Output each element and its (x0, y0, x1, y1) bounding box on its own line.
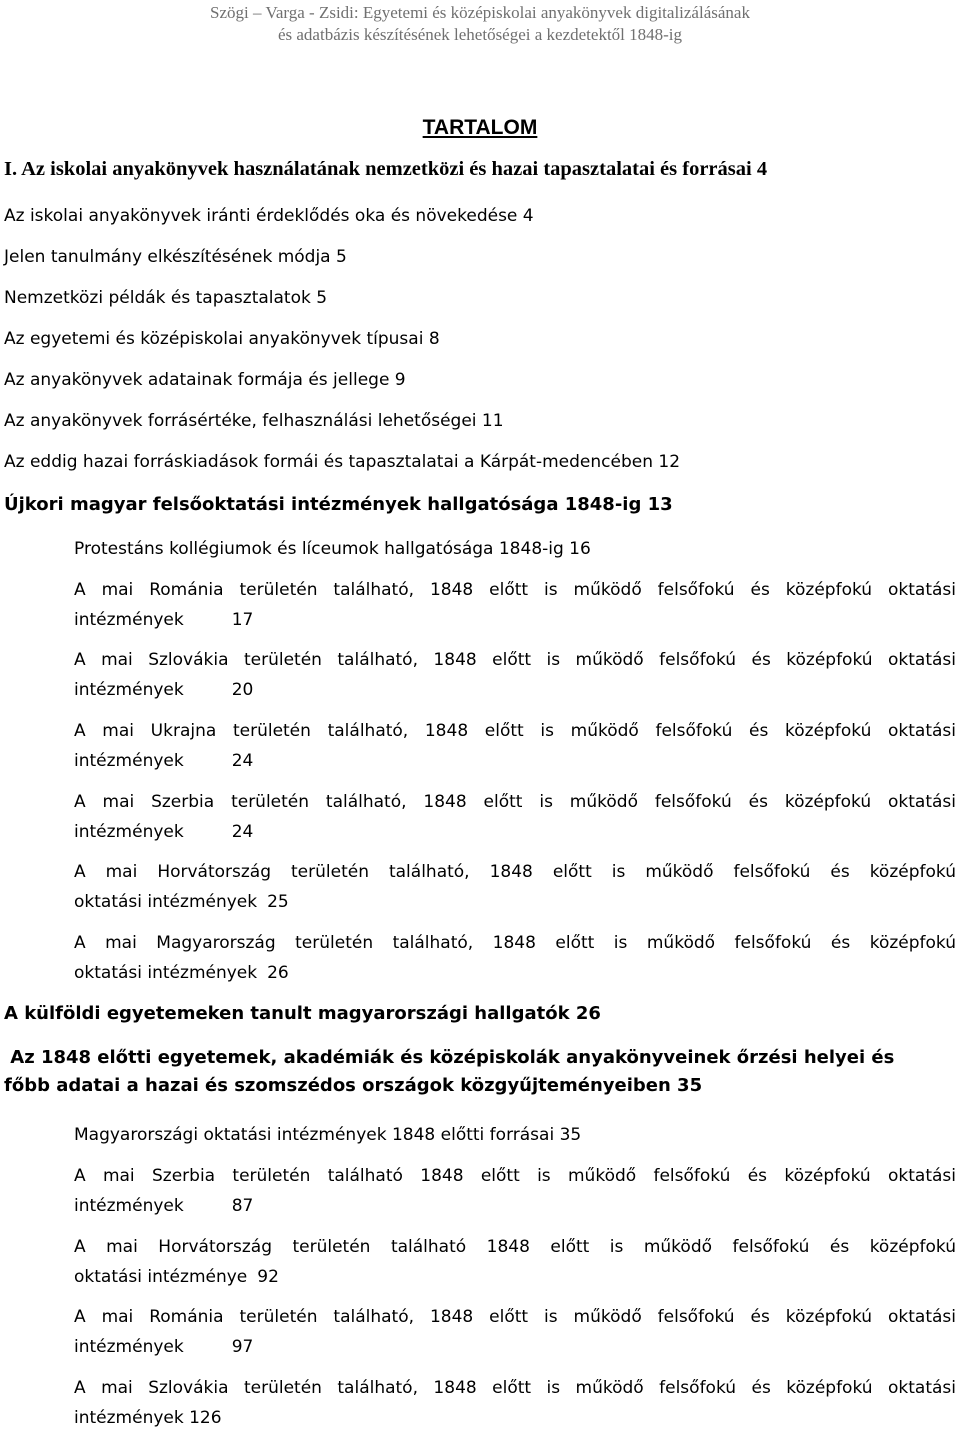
toc-subentry-line: A mai Magyarország területén található, 1848 előtt is működő felsőfokú és középfokú (74, 933, 956, 953)
toc-subentry (74, 1373, 956, 1433)
toc-entry: Az eddig hazai forráskiadások formái és tapasztalatai a Kárpát-medencében 12 (4, 452, 681, 472)
running-header (0, 2, 960, 46)
toc-subentry-line: A mai Szlovákia területén található, 1848 előtt is működő felsőfokú és középfokú oktatási (74, 650, 956, 670)
toc-subentry-text: intézmények 126 (74, 1408, 222, 1428)
toc-section-title: A külföldi egyetemeken tanult magyarországi hallgatók 26 (4, 1003, 601, 1024)
toc-subentry-line: Protestáns kollégiumok és líceumok hallgatósága 1848-ig 16 (74, 539, 591, 559)
toc-entry: Jelen tanulmány elkészítésének módja 5 (4, 247, 347, 267)
toc-subentry-text: intézmények (74, 751, 184, 771)
toc-subentry-text: intézmények (74, 610, 184, 630)
toc-subentry (74, 1120, 956, 1150)
toc-subentry-line: A mai Ukrajna területén található, 1848 előtt is működő felsőfokú és középfokú oktatási (74, 721, 956, 741)
toc-entry: Az anyakönyvek forrásértéke, felhasználási lehetőségei 11 (4, 411, 504, 431)
toc-subentry-line: A mai Horvátország területén található, 1848 előtt is működő felsőfokú és középfokú (74, 862, 956, 882)
page-number: 17 (231, 610, 254, 630)
toc-subentry-text: intézmények (74, 822, 184, 842)
page-number: 92 (257, 1267, 279, 1287)
toc-entry: Nemzetközi példák és tapasztalatok 5 (4, 288, 328, 308)
toc-title: TARTALOM (422, 116, 538, 139)
page-number: 87 (231, 1196, 254, 1216)
toc-chapter-1: I. Az iskolai anyakönyvek használatának nemzetközi és hazai tapasztalatai és forrásai 4 (4, 158, 768, 180)
toc-entry: Az iskolai anyakönyvek iránti érdeklődés oka és növekedése 4 (4, 206, 534, 226)
toc-section-title-line: főbb adatai a hazai és szomszédos országok közgyűjteményeiben 35 (4, 1075, 703, 1096)
toc-entry: Az egyetemi és középiskolai anyakönyvek típusai 8 (4, 329, 440, 349)
toc-entry: Az anyakönyvek adatainak formája és jellege 9 (4, 370, 406, 390)
toc-subentry (74, 1232, 956, 1292)
toc-subentry (74, 787, 956, 847)
toc-subentry (74, 1161, 956, 1221)
toc-subentry-text: oktatási intézmények (74, 892, 258, 912)
toc-subentry-line: A mai Románia területén található, 1848 előtt is működő felsőfokú és középfokú oktatási (74, 580, 956, 600)
toc-subentry-line: A mai Horvátország területén található 1848 előtt is működő felsőfokú és középfokú (74, 1237, 956, 1257)
header-line-2: és adatbázis készítésének lehetőségei a kezdetektől 1848-ig (277, 25, 683, 44)
toc-subentry-line: Magyarországi oktatási intézmények 1848 előtti forrásai 35 (74, 1125, 582, 1145)
toc-subentry (74, 716, 956, 776)
page-number: 20 (231, 680, 254, 700)
toc-subentry-text: intézmények (74, 680, 184, 700)
page-number: 25 (267, 892, 289, 912)
toc-subentry-line: A mai Szerbia területén található, 1848 előtt is működő felsőfokú és középfokú oktatási (74, 792, 956, 812)
toc-section-title-line: Az 1848 előtti egyetemek, akadémiák és középiskolák anyakönyveinek őrzési helyei és (4, 1047, 895, 1068)
toc-subentry (74, 1302, 956, 1362)
toc-subentry (74, 857, 956, 917)
header-line-1: Szögi – Varga - Zsidi: Egyetemi és középiskolai anyakönyvek digitalizálásának (210, 3, 750, 22)
toc-subentry-text: oktatási intézmények (74, 963, 258, 983)
toc-subentry-text: intézmények (74, 1337, 184, 1357)
toc-subentry (74, 534, 956, 564)
toc-subentry-text: intézmények (74, 1196, 184, 1216)
toc-subentry (74, 575, 956, 635)
toc-section-title: Újkori magyar felsőoktatási intézmények hallgatósága 1848-ig 13 (4, 494, 673, 515)
toc-subentry-line: A mai Szlovákia területén található, 1848 előtt is működő felsőfokú és középfokú oktatási (74, 1378, 956, 1398)
toc-subentry-line: A mai Szerbia területén található 1848 előtt is működő felsőfokú és középfokú oktatási (74, 1166, 956, 1186)
toc-subentry-text: oktatási intézménye (74, 1267, 248, 1287)
toc-subentry (74, 928, 956, 988)
toc-section-title (4, 1047, 956, 1096)
toc-subentry-line: A mai Románia területén található, 1848 előtt is működő felsőfokú és középfokú oktatási (74, 1307, 956, 1327)
page-number: 97 (231, 1337, 254, 1357)
page-number: 24 (231, 751, 254, 771)
toc-subentry (74, 645, 956, 705)
page-number: 26 (267, 963, 289, 983)
page-number: 24 (231, 822, 254, 842)
